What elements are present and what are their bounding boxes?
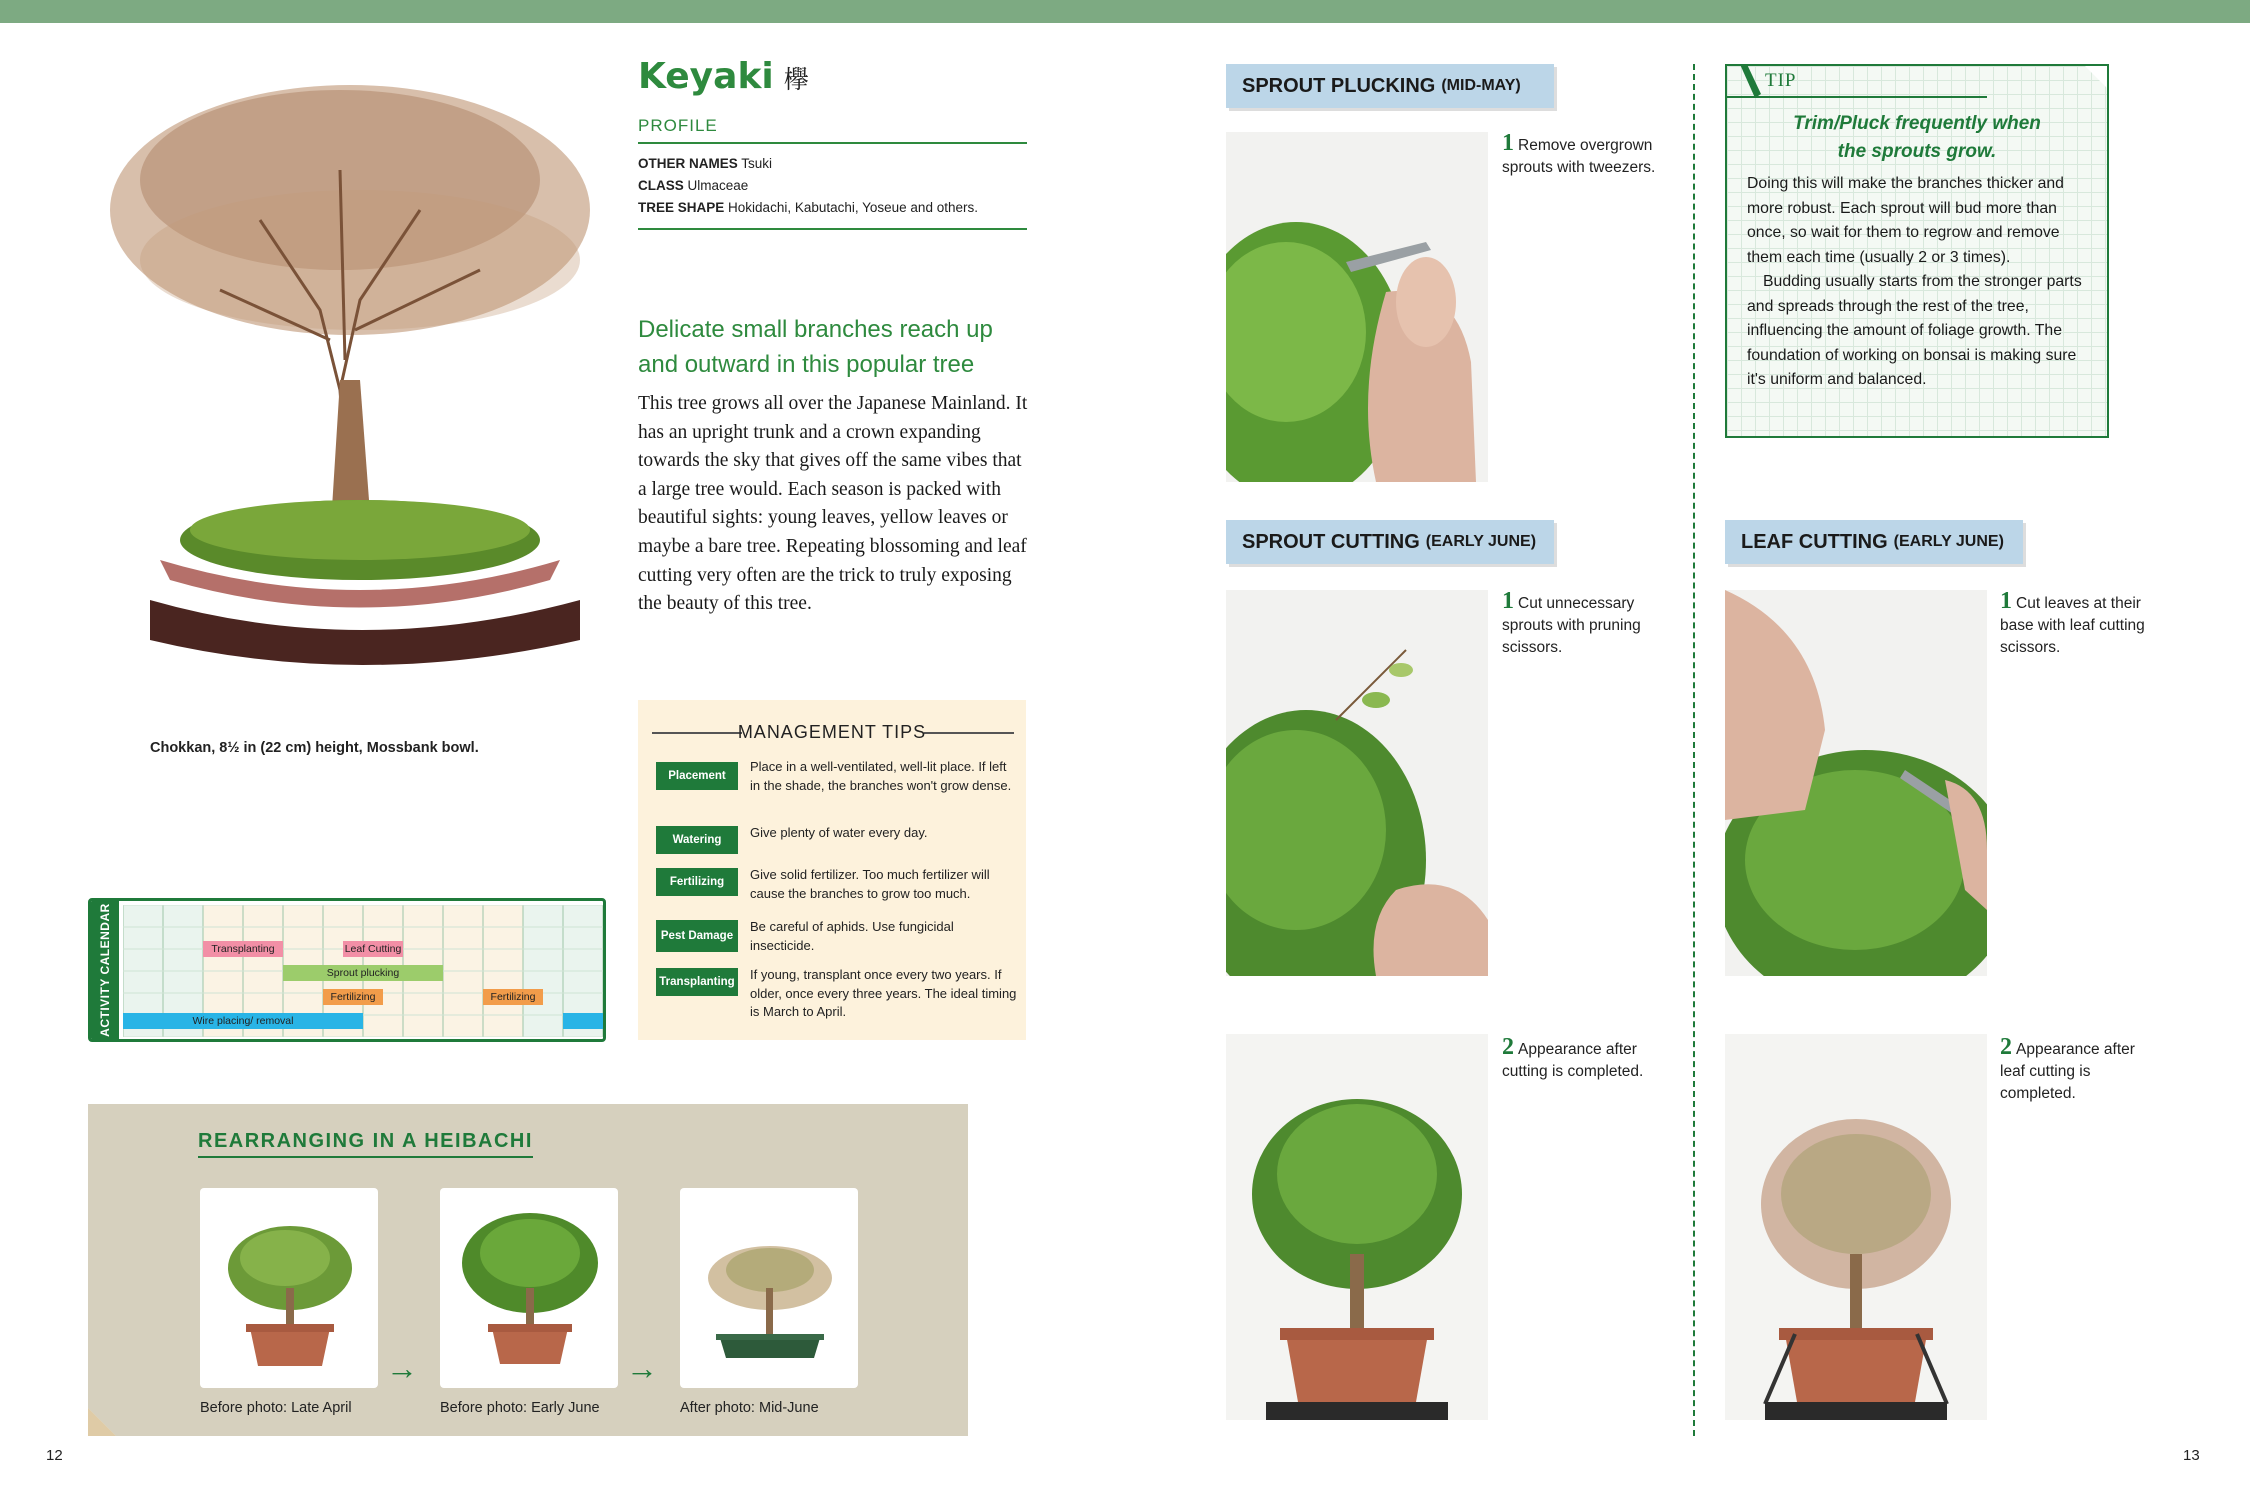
step-text: Remove overgrown sprouts with tweezers. xyxy=(1502,137,1656,176)
caption-before-april: Before photo: Late April xyxy=(200,1400,352,1416)
calendar-bar xyxy=(563,1013,603,1029)
sprout-cutting-step-2 xyxy=(1502,1036,1677,1083)
calendar-bar: Transplanting xyxy=(203,941,283,957)
tip-text-transplanting: If young, transplant once every two years. If older, once every three years. The ideal timing is March to April. xyxy=(750,967,1017,1019)
tip-label-watering: Watering xyxy=(656,826,738,854)
arrow-right-icon: → xyxy=(626,1350,658,1386)
management-tips-panel xyxy=(638,700,1026,1040)
sprout-cutting-photo xyxy=(1226,590,1488,976)
tip-text-pest-damage: Be careful of aphids. Use fungicidal insecticide. xyxy=(750,919,954,953)
section-headline: Delicate small branches reach up and outward in this popular tree xyxy=(638,316,993,378)
sprout-cutting-title: SPROUT CUTTING xyxy=(1242,530,1420,553)
body-paragraph: This tree grows all over the Japanese Mainland. It has an upright trunk and a crown expanding towards the sky that gives off the same vibes that a large tree would. Each season is packed with beautiful sights: young leaves, yellow leaves or maybe a bare tree. Repeating blossoming and leaf cutting very often are the trick to truly exposing the beauty of this tree. xyxy=(638,393,1028,615)
page-number-left: 12 xyxy=(46,1447,63,1464)
other-names-label: OTHER NAMES xyxy=(638,156,738,171)
leaf-cutting-title: LEAF CUTTING xyxy=(1741,530,1888,553)
sprout-cutting-result-photo xyxy=(1226,1034,1488,1420)
rearrange-photo-after-mid-june xyxy=(680,1188,858,1388)
tip-box-corner xyxy=(2083,64,2109,90)
calendar-side-label xyxy=(91,901,119,1039)
page-fold-corner xyxy=(88,1408,116,1436)
leaf-cutting-result-photo xyxy=(1725,1034,1987,1420)
sprout-cutting-step-1 xyxy=(1502,590,1677,659)
rearrange-photo-before-april xyxy=(200,1188,378,1388)
leaf-cutting-step-1 xyxy=(2000,590,2170,659)
tip-label-transplanting: Transplanting xyxy=(656,968,738,996)
page-number-right: 13 xyxy=(2183,1447,2200,1464)
activity-calendar xyxy=(88,898,606,1042)
tree-shape-value: Hokidachi, Kabutachi, Yoseue and others. xyxy=(728,200,978,215)
tip-label-placement: Placement xyxy=(656,762,738,790)
calendar-bar: Leaf Cutting xyxy=(344,943,402,955)
class-label: CLASS xyxy=(638,178,684,193)
tip-underline xyxy=(1727,96,1987,98)
arrow-right-icon: → xyxy=(386,1350,418,1386)
tips-heading: MANAGEMENT TIPS xyxy=(737,722,927,742)
tip-body-paragraph-1: Doing this will make the branches thicker and more robust. Each sprout will bud more than once, so wait for them to regrow and remove them each time (usually 2 or 3 times). xyxy=(1747,175,2064,266)
tree-shape-label: TREE SHAPE xyxy=(638,200,725,215)
sprout-plucking-title: SPROUT PLUCKING xyxy=(1242,74,1436,97)
sprout-plucking-period: (MID-MAY) xyxy=(1441,77,1521,94)
tip-subtitle: Trim/Pluck frequently when the sprouts grow. xyxy=(1793,113,2041,162)
rearranging-title: REARRANGING IN A HEIBACHI xyxy=(198,1130,533,1158)
column-divider xyxy=(1693,64,1695,1436)
leaf-cutting-step-2 xyxy=(2000,1036,2140,1105)
leaf-cutting-photo xyxy=(1725,590,1987,976)
pencil-icon xyxy=(1735,64,1763,100)
step-number: 1 xyxy=(1502,588,1514,614)
main-photo-caption: Chokkan, 8½ in (22 cm) height, Mossbank bowl. xyxy=(150,740,479,756)
caption-before-june: Before photo: Early June xyxy=(440,1400,600,1416)
class-value: Ulmaceae xyxy=(687,178,749,193)
tip-text-watering: Give plenty of water every day. xyxy=(750,825,928,840)
tip-body xyxy=(1747,172,2097,393)
sprout-cutting-period: (EARLY JUNE) xyxy=(1425,533,1537,550)
tip-label-pest-damage: Pest Damage xyxy=(656,920,738,952)
tip-text-fertilizing: Give solid fertilizer. Too much fertilizer will cause the branches to grow too much. xyxy=(750,867,990,901)
tip-label: TIP xyxy=(1765,70,1797,91)
profile-class xyxy=(638,178,748,193)
step-number: 2 xyxy=(2000,1034,2012,1060)
step-number: 1 xyxy=(1502,130,1514,156)
profile-heading: PROFILE xyxy=(638,116,718,135)
tip-body-paragraph-2: Budding usually starts from the stronger parts and spreads through the rest of the tree, influencing the amount of foliage growth. The foundation of working on bonsai is making sure it's uniform and balanced. xyxy=(1747,273,2082,388)
sprout-plucking-photo xyxy=(1226,132,1488,482)
leaf-cutting-period: (EARLY JUNE) xyxy=(1893,533,2004,550)
step-text: Appearance after leaf cutting is completed. xyxy=(2000,1041,2135,1102)
page-title xyxy=(638,56,809,97)
step-text: Appearance after cutting is completed. xyxy=(1502,1041,1644,1080)
title-kanji: 欅 xyxy=(783,65,809,94)
keyaki-main-photo xyxy=(60,60,620,700)
calendar-label-text: ACTIVITY CALENDAR xyxy=(98,903,112,1037)
sprout-cutting-header xyxy=(1226,520,1554,564)
rearranging-section xyxy=(88,1104,968,1436)
step-number: 1 xyxy=(2000,588,2012,614)
step-text: Cut unnecessary sprouts with pruning scissors. xyxy=(1502,595,1641,656)
profile-other-names xyxy=(638,156,772,171)
caption-after-june: After photo: Mid-June xyxy=(680,1400,819,1416)
profile-rule-top xyxy=(638,142,1027,144)
sprout-plucking-header xyxy=(1226,64,1554,108)
profile-tree-shape xyxy=(638,200,978,215)
step-text: Cut leaves at their base with leaf cutting scissors. xyxy=(2000,595,2145,656)
tip-box xyxy=(1725,64,2109,438)
step-number: 2 xyxy=(1502,1034,1514,1060)
tip-text-placement: Place in a well-ventilated, well-lit place. If left in the shade, the branches won't grow dense. xyxy=(750,759,1012,793)
title-text: Keyaki xyxy=(638,56,774,97)
top-color-bar xyxy=(0,0,2250,23)
profile-rule-bottom xyxy=(638,228,1027,230)
other-names-value: Tsuki xyxy=(741,156,773,171)
leaf-cutting-header xyxy=(1725,520,2023,564)
calendar-grid xyxy=(123,905,603,1037)
calendar-bar: Sprout plucking xyxy=(283,965,443,981)
calendar-bar: Fertilizing xyxy=(483,989,543,1005)
calendar-bar: Wire placing/ removal xyxy=(123,1013,363,1029)
calendar-bar: Fertilizing xyxy=(323,989,383,1005)
tip-label-fertilizing: Fertilizing xyxy=(656,868,738,896)
rearrange-photo-before-june xyxy=(440,1188,618,1388)
sprout-plucking-step-1 xyxy=(1502,132,1682,179)
